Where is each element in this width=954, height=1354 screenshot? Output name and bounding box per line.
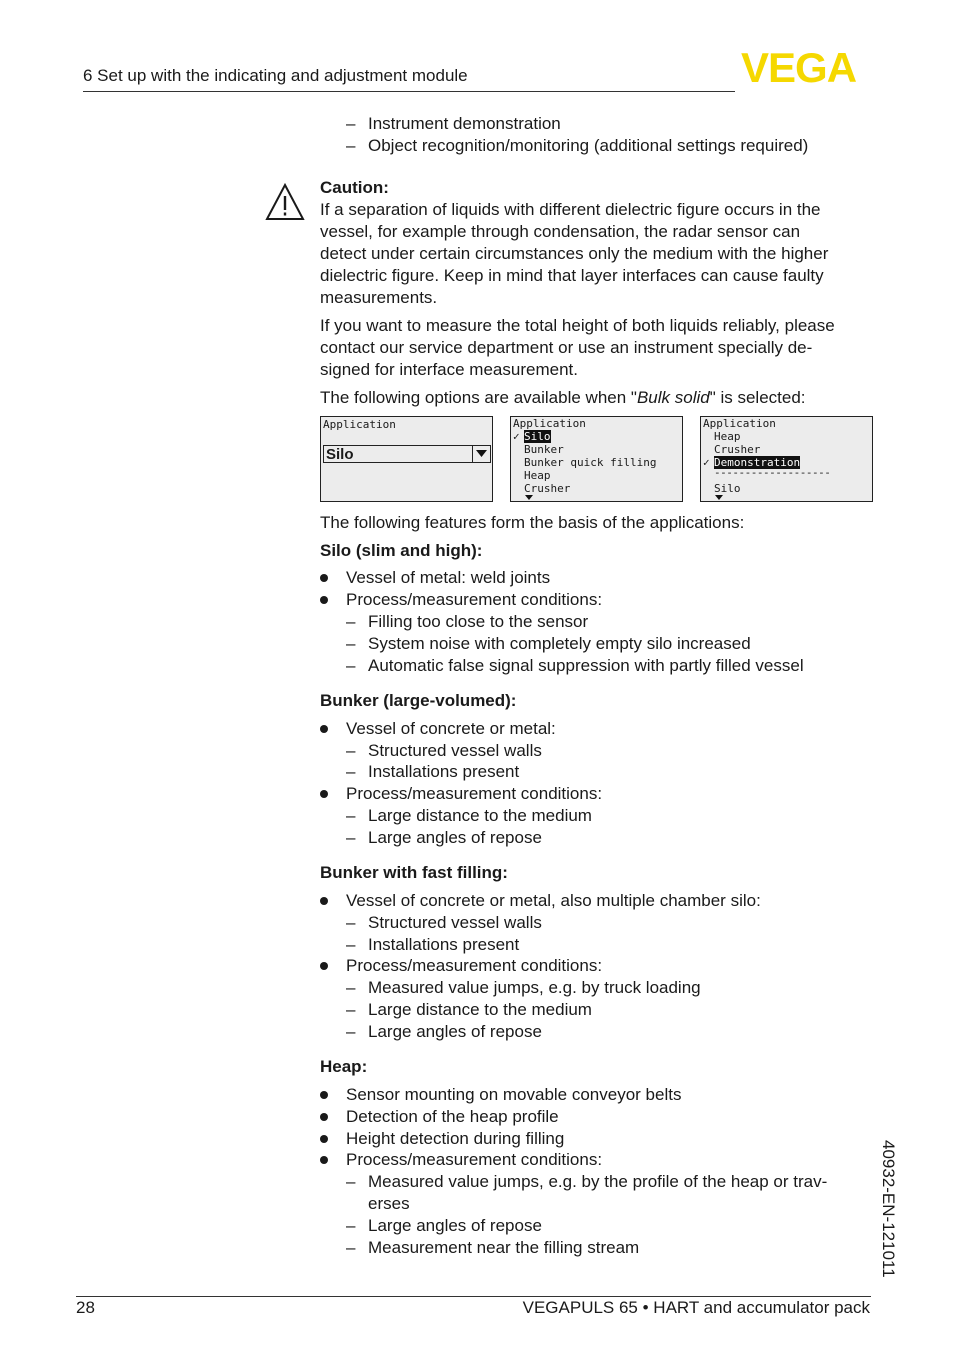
list-item: Installations present (368, 762, 520, 781)
dash-marker: – (346, 741, 356, 760)
list-item: Installations present (368, 935, 520, 954)
list-item: Bunker quick filling (524, 456, 657, 469)
bullet (320, 790, 328, 798)
silo-heading: Silo (slim and high): (320, 541, 483, 560)
heap-heading: Heap: (320, 1057, 368, 1076)
document-id: 40932-EN-121011 (879, 1140, 898, 1278)
list-item: Crusher (524, 482, 571, 495)
list-item: Vessel of metal: weld joints (346, 568, 551, 587)
list-item: Measurement near the filling stream (368, 1238, 640, 1257)
list-item: Structured vessel walls (368, 913, 542, 932)
dash-marker: – (346, 1172, 356, 1191)
bullet (320, 1091, 328, 1099)
display-application-list-2 (700, 416, 873, 502)
fast-filling-heading: Bunker with fast filling: (320, 863, 508, 882)
dash-marker: – (346, 1216, 356, 1235)
dash-marker: – (346, 612, 356, 631)
list-item: Large angles of repose (368, 1216, 542, 1235)
bunker-heading: Bunker (large-volumed): (320, 691, 517, 710)
list-item: Bunker (524, 443, 564, 456)
display-title: Application (513, 417, 586, 430)
display-application-list (510, 416, 683, 502)
list-item: Process/measurement conditions: (346, 590, 603, 609)
dash-marker: – (346, 136, 356, 155)
list-item: Large angles of repose (368, 828, 542, 847)
features-intro: The following features form the basis of the applications: (320, 513, 745, 532)
list-item: Large distance to the medium (368, 1000, 592, 1019)
dash-marker: – (346, 1000, 356, 1019)
footer-rule (76, 1296, 871, 1297)
list-item: Vessel of concrete or metal: (346, 719, 556, 738)
dash-marker: – (346, 978, 356, 997)
bullet (320, 897, 328, 905)
bullet (320, 1113, 328, 1121)
options-line: The following options are available when "Bulk solid" is selected: (320, 388, 806, 407)
header-rule (83, 91, 735, 92)
list-item: Height detection during filling (346, 1129, 565, 1148)
dash-marker: – (346, 806, 356, 825)
list-item: Vessel of concrete or metal, also multiple chamber silo: (346, 891, 761, 910)
dash-marker: – (346, 762, 356, 781)
list-item: System noise with completely empty silo increased (368, 634, 751, 653)
dash-marker: – (346, 1022, 356, 1041)
caution-text: If a separation of liquids with different dielectric figure occurs in the vessel, for example through condensation, the radar sensor can detect under certain circumstances only the medium with the higher dielectric figure. Keep in mind that layer interfaces can cause faulty measurements. (320, 200, 829, 307)
dropdown-arrow-icon (472, 445, 490, 463)
selected-item: Demonstration (714, 456, 801, 469)
scroll-down-icon (524, 495, 534, 501)
logo-text: VEGA (741, 50, 857, 86)
dash-marker: – (346, 634, 356, 653)
list-item: Crusher (714, 443, 761, 456)
bullet (320, 1135, 328, 1143)
footer-title: VEGAPULS 65 • HART and accumulator pack (522, 1298, 870, 1317)
list-item: Detection of the heap profile (346, 1107, 559, 1126)
list-item: Structured vessel walls (368, 741, 542, 760)
dash-marker: – (346, 1238, 356, 1257)
section-header: 6 Set up with the indicating and adjustment module (83, 66, 468, 85)
selected-item: Silo (524, 430, 551, 443)
list-item: Process/measurement conditions: (346, 956, 603, 975)
display-application-combo (320, 416, 493, 502)
list-item-continuation: erses (368, 1194, 410, 1213)
vega-logo (741, 50, 873, 86)
list-item: Heap (524, 469, 551, 482)
dash-marker: – (346, 828, 356, 847)
application-select (323, 445, 491, 463)
display-title: Application (323, 418, 396, 431)
list-item: Process/measurement conditions: (346, 784, 603, 803)
bullet (320, 596, 328, 604)
list-item: Heap (714, 430, 741, 443)
list-item: Instrument demonstration (368, 114, 561, 133)
warning-icon (265, 183, 305, 221)
scroll-down-icon (714, 495, 724, 501)
dash-marker: – (346, 656, 356, 675)
list-item: Large distance to the medium (368, 806, 592, 825)
bullet (320, 1156, 328, 1164)
list-item: Object recognition/monitoring (additional settings required) (368, 136, 809, 155)
bullet (320, 725, 328, 733)
list-item: Silo (714, 482, 741, 495)
bullet (320, 574, 328, 582)
display-title: Application (703, 417, 776, 430)
dash-marker: – (346, 114, 356, 133)
checkmark-icon: ✓ (703, 456, 710, 469)
list-item: Sensor mounting on movable conveyor belts (346, 1085, 682, 1104)
separator: ------------------- (714, 466, 831, 479)
caution-title: Caution: (320, 178, 389, 197)
list-item: Process/measurement conditions: (346, 1150, 603, 1169)
list-item: Measured value jumps, e.g. by the profile of the heap or trav- (368, 1172, 828, 1191)
dash-marker: – (346, 913, 356, 932)
page-number: 28 (76, 1298, 95, 1317)
list-item: Filling too close to the sensor (368, 612, 589, 631)
interface-paragraph: If you want to measure the total height of both liquids reliably, please contact our service department or use an instrument specially de- signed for interface measurement. (320, 316, 835, 379)
dash-marker: – (346, 935, 356, 954)
checkmark-icon: ✓ (513, 430, 520, 443)
list-item: Automatic false signal suppression with partly filled vessel (368, 656, 804, 675)
bullet (320, 962, 328, 970)
list-item: Measured value jumps, e.g. by truck loading (368, 978, 701, 997)
list-item: Large angles of repose (368, 1022, 542, 1041)
selected-value: Silo (326, 446, 354, 463)
